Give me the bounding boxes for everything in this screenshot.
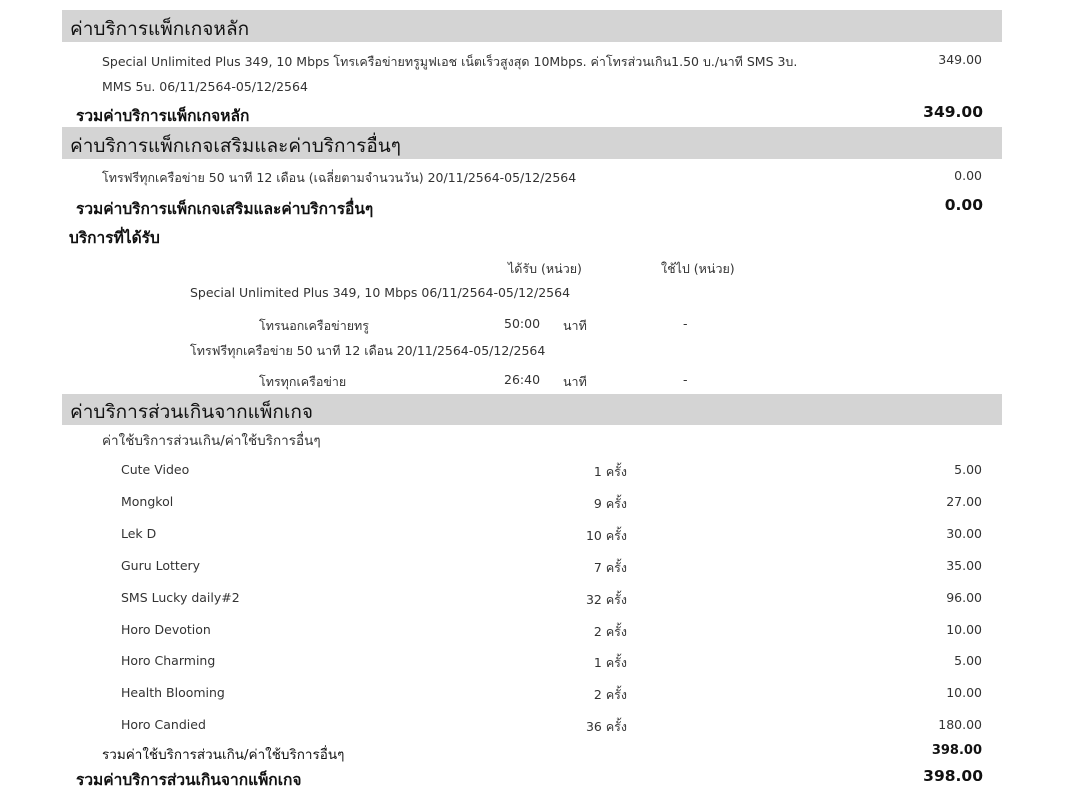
service-group-title-2: โทรฟรีทุกเครือข่าย 50 นาที 12 เดือน 20/11/2564-05/12/2564 <box>190 343 546 358</box>
service-name-1: โทรนอกเครือข่ายทรู <box>259 318 369 333</box>
overage-item-amount: 27.00 <box>946 494 982 509</box>
service-received-2: 26:40 <box>504 372 541 387</box>
main-package-amount: 349.00 <box>938 52 982 67</box>
overage-item-name: Mongkol <box>121 494 174 509</box>
overage-item-name: Guru Lottery <box>121 558 201 573</box>
overage-header <box>62 394 1002 425</box>
overage-item-count: 9 ครั้ง <box>593 496 627 511</box>
extra-package-total-label: รวมค่าบริการแพ็กเกจเสริมและค่าบริการอื่นๆ <box>76 200 374 218</box>
service-used-1: - <box>683 316 688 331</box>
service-unit-2: นาที <box>563 374 587 389</box>
overage-item-name: Horo Devotion <box>121 622 211 637</box>
main-package-header <box>62 10 1002 42</box>
overage-header-text: ค่าบริการส่วนเกินจากแพ็กเกจ <box>70 401 313 423</box>
overage-item-amount: 5.00 <box>954 462 982 477</box>
overage-item-name: Health Blooming <box>121 685 225 700</box>
service-group-title-1: Special Unlimited Plus 349, 10 Mbps 06/11/2564-05/12/2564 <box>190 285 571 300</box>
service-received-1: 50:00 <box>504 316 541 331</box>
overage-item-count: 10 ครั้ง <box>585 528 627 543</box>
overage-subheader: ค่าใช้บริการส่วนเกิน/ค่าใช้บริการอื่นๆ <box>102 433 321 449</box>
overage-item-amount: 180.00 <box>938 717 982 732</box>
overage-item-amount: 10.00 <box>946 622 982 637</box>
overage-item-count: 1 ครั้ง <box>593 655 627 670</box>
extra-package-total-amount: 0.00 <box>944 196 983 214</box>
services-col-received: ได้รับ (หน่วย) <box>508 261 582 276</box>
overage-item-name: Lek D <box>121 526 157 541</box>
main-package-total-amount: 349.00 <box>923 103 983 121</box>
service-name-2: โทรทุกเครือข่าย <box>259 374 347 389</box>
overage-item-count: 36 ครั้ง <box>585 719 627 734</box>
overage-item-amount: 5.00 <box>954 653 982 668</box>
overage-subtotal-amount: 398.00 <box>931 743 982 758</box>
overage-item-count: 2 ครั้ง <box>593 687 627 702</box>
overage-item-amount: 96.00 <box>946 590 982 605</box>
main-package-line-2: MMS 5บ. 06/11/2564-05/12/2564 <box>102 79 308 94</box>
service-used-2: - <box>683 372 688 387</box>
overage-item-count: 1 ครั้ง <box>593 464 627 479</box>
overage-item-amount: 35.00 <box>946 558 982 573</box>
main-package-line-1: Special Unlimited Plus 349, 10 Mbps โทรเครือข่ายทรูมูฟเอช เน็ตเร็วสูงสุด 10Mbps. ค่าโทรส่วนเกิน1.50 บ./นาที SMS 3บ. <box>102 54 798 69</box>
overage-item-count: 32 ครั้ง <box>585 592 627 607</box>
overage-total-label: รวมค่าบริการส่วนเกินจากแพ็กเกจ <box>76 771 302 789</box>
overage-item-name: Horo Candied <box>121 717 206 732</box>
extra-package-header <box>62 127 1002 159</box>
overage-total-amount: 398.00 <box>923 767 983 785</box>
extra-package-amount: 0.00 <box>954 168 982 183</box>
extra-package-line: โทรฟรีทุกเครือข่าย 50 นาที 12 เดือน (เฉลี่ยตามจำนวนวัน) 20/11/2564-05/12/2564 <box>102 170 577 185</box>
extra-package-header-text: ค่าบริการแพ็กเกจเสริมและค่าบริการอื่นๆ <box>70 135 401 157</box>
service-unit-1: นาที <box>563 318 587 333</box>
overage-item-amount: 10.00 <box>946 685 982 700</box>
services-col-used: ใช้ไป (หน่วย) <box>661 261 735 276</box>
overage-subtotal-label: รวมค่าใช้บริการส่วนเกิน/ค่าใช้บริการอื่นๆ <box>102 747 345 763</box>
main-package-header-text: ค่าบริการแพ็กเกจหลัก <box>70 18 250 40</box>
overage-item-count: 7 ครั้ง <box>593 560 627 575</box>
main-package-total-label: รวมค่าบริการแพ็กเกจหลัก <box>76 107 250 125</box>
overage-item-count: 2 ครั้ง <box>593 624 627 639</box>
overage-item-name: SMS Lucky daily#2 <box>121 590 240 605</box>
services-header: บริการที่ได้รับ <box>69 229 160 247</box>
overage-item-amount: 30.00 <box>946 526 982 541</box>
overage-item-name: Cute Video <box>121 462 190 477</box>
overage-item-name: Horo Charming <box>121 653 216 668</box>
